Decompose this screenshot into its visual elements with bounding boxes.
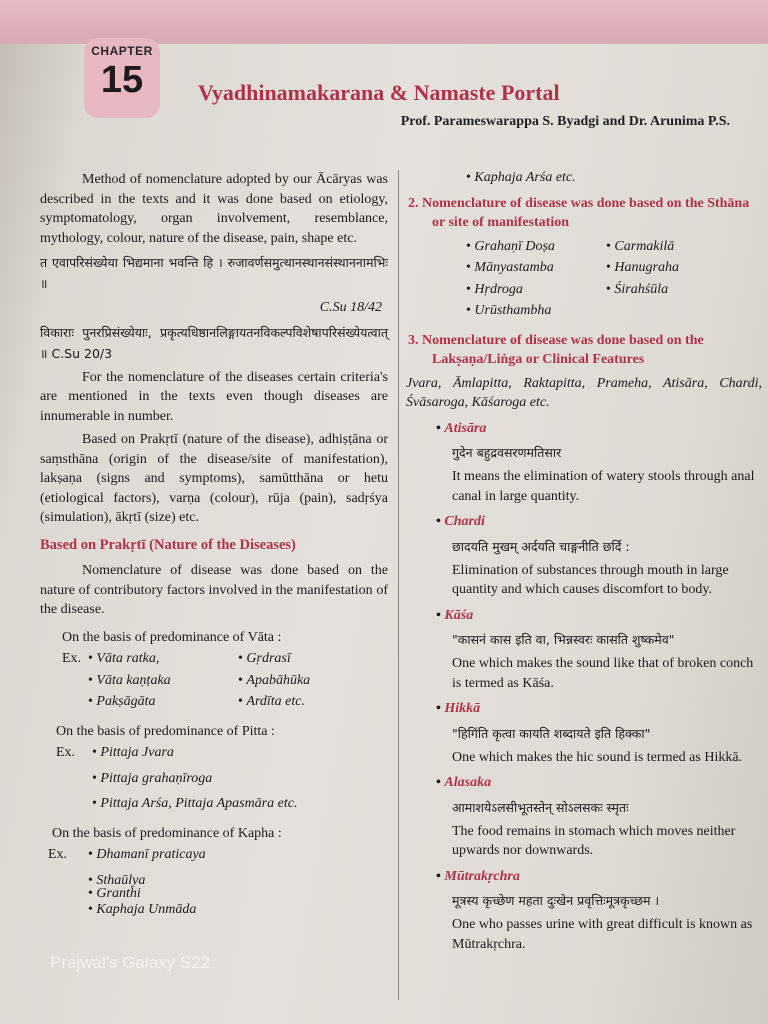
- term-kasa: [436, 606, 762, 694]
- term-chardi: [436, 512, 762, 600]
- ex-label: Ex.: [56, 745, 76, 760]
- list-item: • Ardīta etc.: [238, 692, 388, 712]
- list-item: • Gṛdrasī: [238, 649, 388, 669]
- list-item: • Vāta ratka,: [88, 649, 238, 669]
- list-item: • Apabāhūka: [238, 671, 388, 691]
- reference-1: C.Su 18/42: [319, 300, 382, 315]
- section-3-text: Jvara, Āmlapitta, Raktapitta, Prameha, Atisāra, Chardi, Śvāsaroga, Kāśaroga etc.: [406, 375, 762, 410]
- right-column: [406, 170, 762, 958]
- term-mutrakrchra: [436, 867, 762, 955]
- term-sanskrit: आमाशयेऽलसीभूतस्तेन् सोऽलसकः स्मृतः: [452, 799, 629, 815]
- term-sanskrit: गुदेन बहुद्रवसरणमतिसार: [452, 445, 562, 460]
- list-item: • Vāta kaṇṭaka: [88, 671, 238, 691]
- sanskrit-verse-1: त एवापरिसंख्येया भिद्यमाना भवन्ति हि । रुजावर्णसमुत्थानस्थानसंस्थाननामभिः ॥: [40, 255, 388, 291]
- list-item: • Pakṣāgāta: [88, 692, 238, 712]
- column-divider: [398, 170, 399, 1000]
- term-description: The food remains in stomach which moves neither upwards nor downwards.: [452, 823, 736, 858]
- camera-watermark: Prajwal's Galaxy S22: [50, 953, 211, 972]
- term-name: • Atisāra: [436, 419, 762, 439]
- paragraph-4: Nomenclature of disease was done based on the nature of contributory factors involved in the manifestation of the disease.: [40, 563, 388, 617]
- sanskrit-verse-2: विकाराः पुनरप्रिसंख्येयाः, प्रकृत्यधिष्ठानलिङ्गायतनविकल्पविशेषापरिसंख्येयत्वात् ॥ C.Su 20/3: [40, 324, 388, 361]
- chapter-badge: [84, 38, 160, 118]
- pitta-intro: On the basis of predominance of Pitta :: [56, 723, 275, 739]
- list-item: • Grahaṇī Doṣa: [466, 237, 606, 257]
- term-name: • Hikkā: [436, 699, 762, 719]
- list-item: • Pittaja Jvara: [92, 743, 297, 763]
- section-3-heading: 3. Nomenclature of disease was done based on the Lakṣaṇa/Liṅga or Clinical Features: [408, 332, 704, 367]
- term-description: Elimination of substances through mouth in large quantity and which causes discomfort to body.: [452, 562, 729, 597]
- list-item: • Dhamanī praticaya: [88, 845, 206, 865]
- list-item: • Mānyastamba: [466, 258, 606, 278]
- term-alasaka: [436, 773, 762, 861]
- term-description: It means the elimination of watery stools through anal canal in large quantity.: [452, 469, 755, 504]
- list-item: • Sthaūlya: [88, 871, 206, 891]
- kapha-examples: [48, 845, 388, 922]
- list-item: • Granthi: [88, 888, 206, 900]
- ex-label: Ex.: [48, 847, 68, 862]
- section-2-heading: 2. Nomenclature of disease was done based on the Sthāna or site of manifestation: [408, 195, 750, 230]
- term-description: One who passes urine with great difficult is known as Mūtrakṛchra.: [452, 917, 753, 952]
- term-atisara: [436, 419, 762, 507]
- vata-examples: [62, 649, 388, 714]
- term-name: • Kāśa: [436, 606, 762, 626]
- term-sanskrit: छादयति मुखम् अर्दयति चाङ्गनीति छर्दि :: [452, 538, 630, 554]
- section-heading: Based on Prakṛtī (Nature of the Diseases): [40, 536, 296, 553]
- list-item: • Urūsthambha: [466, 301, 606, 321]
- term-sanskrit: मूत्रस्य कृच्छेण महता दुःखेन प्रवृत्तिःमूत्रकृच्छम ।: [452, 893, 660, 908]
- list-item: • Kaphaja Arśa etc.: [466, 168, 762, 188]
- term-description: One which makes the sound like that of broken conch is termed as Kāśa.: [452, 656, 754, 691]
- list-item: • Śirahśūla: [606, 280, 746, 300]
- kapha-intro: On the basis of predominance of Kapha :: [52, 825, 282, 841]
- list-item: • Hṛdroga: [466, 280, 606, 300]
- chapter-number: 15: [100, 59, 144, 101]
- authors: Prof. Parameswarappa S. Byadgi and Dr. Arunima P.S.: [400, 114, 730, 129]
- left-column: [40, 170, 388, 922]
- pitta-examples: [56, 743, 388, 816]
- vata-intro: On the basis of predominance of Vāta :: [62, 629, 282, 645]
- list-item: • Hanugraha: [606, 258, 746, 278]
- list-item: • Pittaja grahaṇīroga: [92, 769, 297, 789]
- chapter-label: CHAPTER: [91, 44, 153, 58]
- term-sanskrit: "कासनं कास इति वा, भिन्नस्वरः कासति शुष्कमेव": [452, 632, 675, 647]
- ex-label: Ex.: [62, 651, 82, 666]
- paragraph-2: For the nomenclature of the diseases certain criteria's are mentioned in the texts even though diseases are innumerable in number.: [40, 369, 388, 424]
- list-item: • Pittaja Arśa, Pittaja Apasmāra etc.: [92, 794, 297, 814]
- list-item: • Kaphaja Unmāda: [88, 900, 206, 920]
- term-sanskrit: "हिगिंति कृत्वा कायति शब्दायते इति हिक्का": [452, 725, 651, 741]
- term-name: • Alasaka: [436, 773, 762, 793]
- term-name: • Chardi: [436, 512, 762, 532]
- paragraph-3: Based on Prakṛtī (nature of the disease), adhiṣṭāna or saṃsthāna (origin of the disease/site of manifestation), lakṣaṇa (signs and symptoms), samūtthāna or hetu (etiological factors), varṇa (colour), rūja (pain), sadṛśya (simulation), ākṛtī (size) etc.: [40, 432, 388, 525]
- term-name: • Mūtrakṛchra: [436, 867, 762, 887]
- intro-paragraph: Method of nomenclature adopted by our Ācāryas was described in the texts and it was done based on etiology, symptomatology, organ involvement, resemblance, mythology, colour, nature of the disease, pain, shape etc.: [40, 172, 388, 246]
- chapter-title: Vyadhinamakarana & Namaste Portal: [198, 80, 560, 105]
- list-item: • Carmakilā: [606, 237, 746, 257]
- term-description: One which makes the hic sound is termed as Hikkā.: [452, 749, 743, 765]
- term-hikka: [436, 699, 762, 767]
